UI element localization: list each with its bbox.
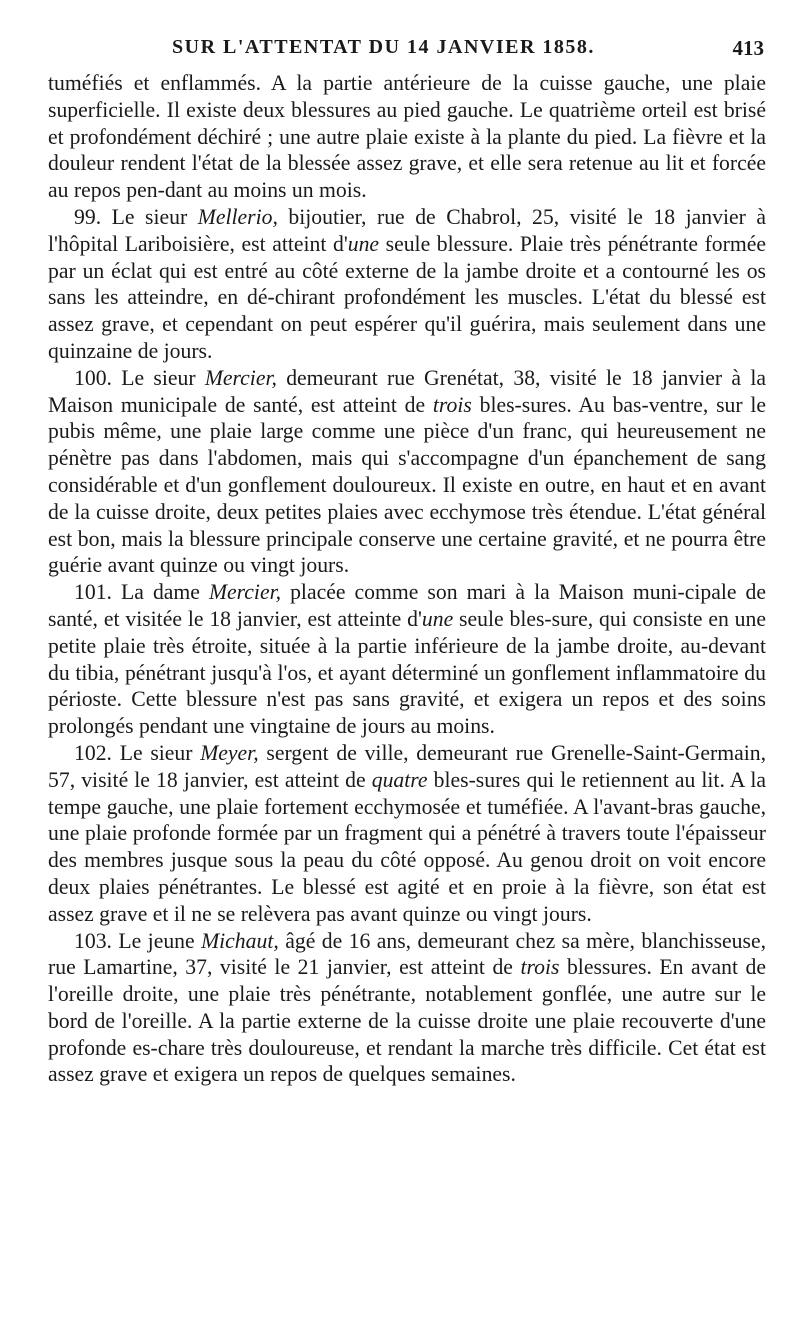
body-text <box>48 70 766 1088</box>
text-run: bles-sures. Au bas-ventre, sur le pubis même, une plaie large comme une pièce d'un franc, qui heureusement ne pénètre pas dans l'abdomen, mais qui s'accompagne d'un épanchement de sang considérable et d'un gonflement douloureux. Il existe en outre, en haut et en avant de la cuisse droite, deux petites plaies avec ecchymose très étendue. L'état général est bon, mais la blessure principale conserve une certaine gravité, et ne pourra être guérie avant quinze ou vingt jours. <box>48 392 766 578</box>
italic-text: trois <box>432 392 472 417</box>
text-run: 100. Le sieur <box>74 365 205 390</box>
paragraph <box>48 70 766 204</box>
text-run: bijoutier, rue de Chabrol, 25, visité le 18 janvier à l'hôpital Lariboisière, est atteint d' <box>48 204 767 256</box>
text-run: seule blessure. Plaie très pénétrante formée par un éclat qui est entré au côté externe de la jambe droite et a contourné les os sans les atteindre, en dé-chirant profondément les muscles. L'état du blessé est assez grave, et cependant on peut espérer qu'il guérira, mais seulement dans une quinzaine de jours. <box>48 231 766 363</box>
text-run: placée comme son mari à la Maison muni-cipale de santé, et visitée le 18 janvier, est atteinte d' <box>48 580 766 631</box>
running-head <box>48 36 766 70</box>
text-run: seule bles-sure, qui consiste en une petite plaie très étroite, située à la partie inférieure de la jambe droite, au-devant du tibia, pénétrant jusqu'à l'os, et ayant déterminé un gonflement inflammatoire du périoste. Cette blessure n'est pas sans gravité, et exigera un repos et des soins prolongés pendant une vingtaine de jours au moins. <box>48 606 766 739</box>
paragraph <box>48 579 766 740</box>
italic-text: trois <box>520 955 560 980</box>
text-run: demeurant rue Grenétat, 38, visité le 18 janvier à la Maison municipale de santé, est atteint de <box>48 365 766 417</box>
running-title: SUR L'ATTENTAT DU 14 JANVIER 1858. <box>172 36 595 58</box>
text-run: 103. Le jeune <box>74 928 202 953</box>
italic-text: Mercier, <box>208 580 282 605</box>
text-run: 101. La dame <box>74 580 209 605</box>
italic-text: Michaut, <box>201 928 279 953</box>
text-run: âgé de 16 ans, demeurant chez sa mère, blanchisseuse, rue Lamartine, 37, visité le 21 janvier, est atteint de <box>48 928 766 980</box>
italic-text: une <box>421 606 454 631</box>
paragraph <box>48 928 766 1089</box>
text-run: 99. Le sieur <box>74 204 198 229</box>
text-run: sergent de ville, demeurant rue Grenelle-Saint-Germain, 57, visité le 18 janvier, est atteint de <box>48 740 766 792</box>
page-number: 413 <box>732 36 764 60</box>
text-run: 102. Le sieur <box>74 740 201 765</box>
paragraph <box>48 365 766 579</box>
paragraph <box>48 204 766 365</box>
text-run: blessures. En avant de l'oreille droite, une plaie très pénétrante, notablement gonflée, une autre sur le bord de l'oreille. A la partie externe de la cuisse droite une plaie recouverte d'une profonde es-chare très douloureuse, et rendant la marche très difficile. Cet état est assez grave et exigera un repos de quelques semaines. <box>48 955 766 1087</box>
text-run: bles-sures qui le retiennent au lit. A la tempe gauche, une plaie fortement ecchymosée et tuméfiée. A l'avant-bras gauche, une plaie profonde formée par un fragment qui a pénétré à travers toute l'épaisseur des membres jusque sous la peau du côté opposé. Au genou droit on voit encore deux plaies pénétrantes. Le blessé est agité et en proie à la fièvre, son état est assez grave et il ne se relèvera pas avant quinze ou vingt jours. <box>48 767 766 926</box>
italic-text: Meyer, <box>200 740 259 765</box>
text-run: tuméfiés et enflammés. A la partie antérieure de la cuisse gauche, une plaie superficielle. Il existe deux blessures au pied gauche. Le quatrième orteil est brisé et profondément déchiré ; une autre plaie existe à la plante du pied. La fièvre et la douleur rendent l'état de la blessée assez grave, et elle sera retenue au lit et forcée au repos pen-dant au moins un mois. <box>48 71 766 203</box>
italic-text: une <box>347 231 380 256</box>
paragraph <box>48 740 766 928</box>
italic-text: Mellerio, <box>197 204 278 229</box>
italic-text: Mercier, <box>204 365 277 390</box>
italic-text: quatre <box>371 767 428 792</box>
